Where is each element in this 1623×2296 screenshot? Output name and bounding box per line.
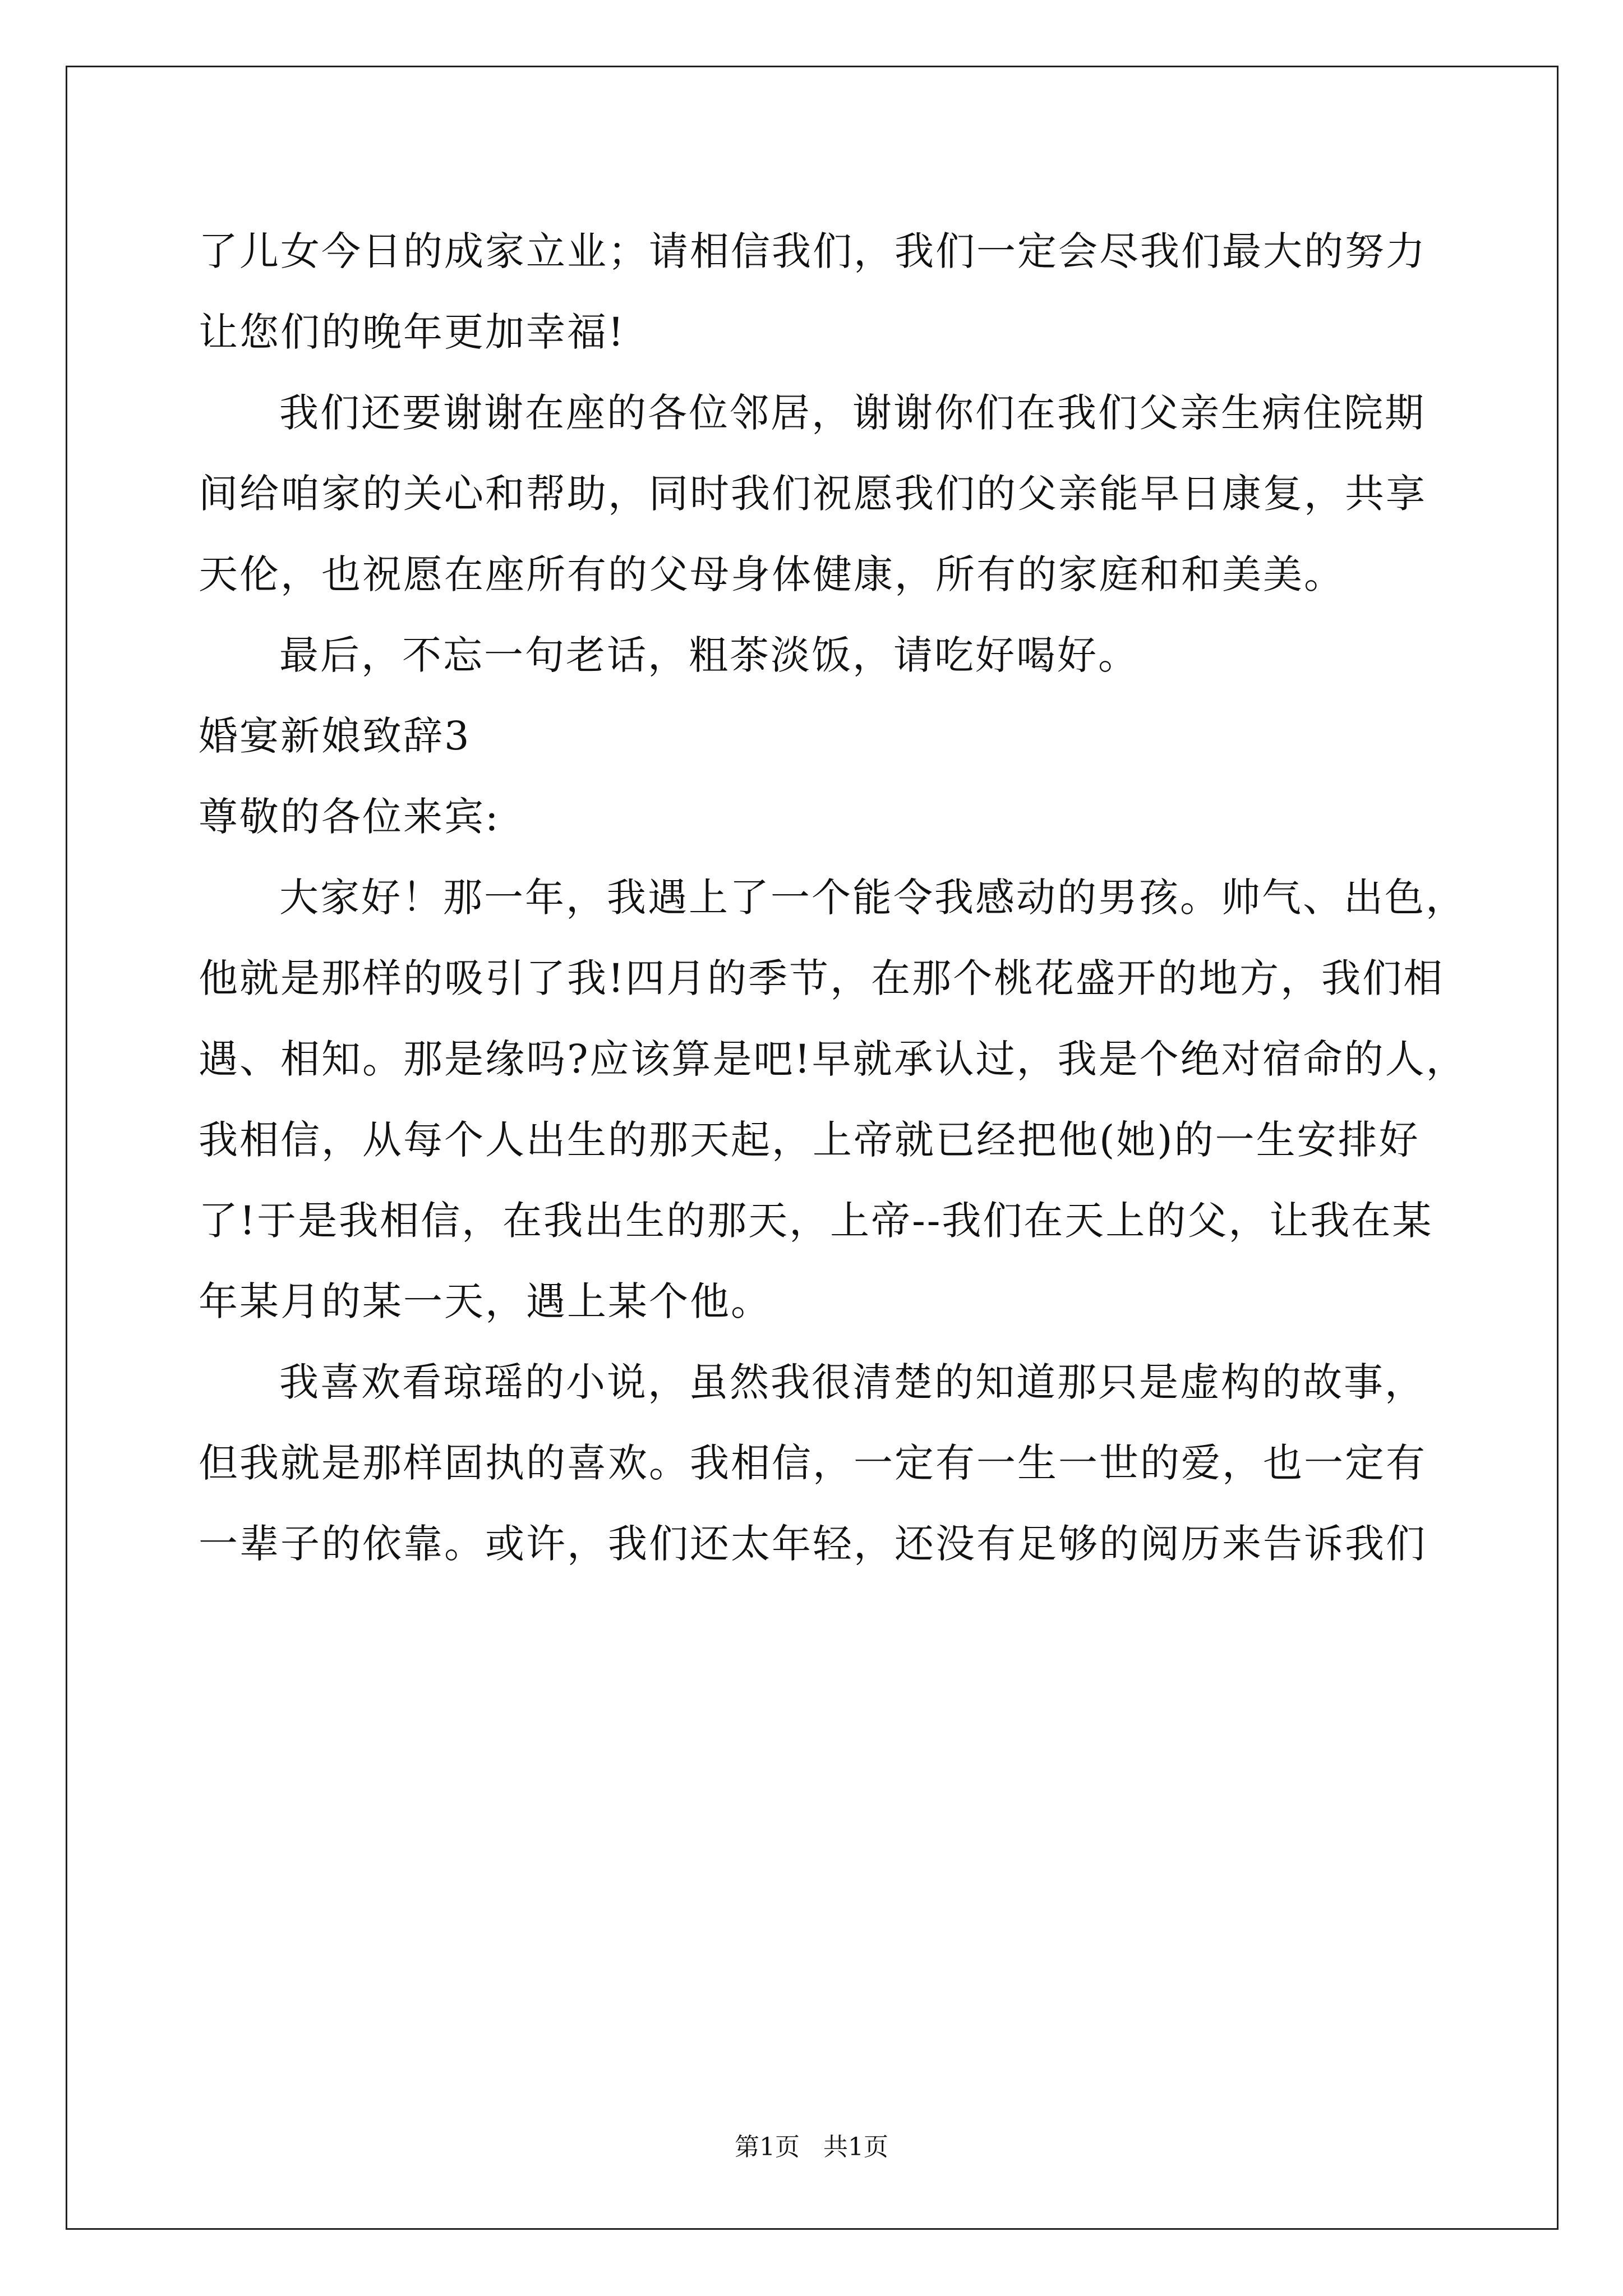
text-line: 他就是那样的吸引了我!四月的季节，在那个桃花盛开的地方，我们相	[199, 955, 1445, 1001]
text-line: 但我就是那样固执的喜欢。我相信，一定有一生一世的爱，也一定有	[199, 1440, 1427, 1486]
document-body	[199, 211, 1467, 1584]
paragraph-start-line: 我们还要谢谢在座的各位邻居，谢谢你们在我们父亲生病住院期	[279, 390, 1426, 436]
paragraph-start-line: 最后，不忘一句老话，粗茶淡饭，请吃好喝好。	[279, 632, 1139, 678]
text-line: 一辈子的依靠。或许，我们还太年轻，还没有足够的阅历来告诉我们	[199, 1521, 1427, 1567]
paragraph-start-line: 大家好！那一年，我遇上了一个能令我感动的男孩。帅气、出色，	[279, 875, 1467, 921]
section-heading: 婚宴新娘致辞3	[199, 713, 471, 759]
text-line: 让您们的晚年更加幸福!	[199, 309, 626, 355]
text-line: 我相信，从每个人出生的那天起，上帝就已经把他(她)的一生安排好	[199, 1117, 1420, 1163]
text-line: 间给咱家的关心和帮助，同时我们祝愿我们的父亲能早日康复，共享	[199, 471, 1427, 517]
text-line: 遇、相知。那是缘吗?应该算是吧!早就承认过，我是个绝对宿命的人，	[199, 1036, 1467, 1082]
text-line: 年某月的某一天，遇上某个他。	[199, 1278, 772, 1324]
text-line: 了!于是我相信，在我出生的那天，上帝--我们在天上的父，让我在某	[199, 1198, 1433, 1244]
page-footer: 第1页 共1页	[735, 2133, 888, 2161]
paragraph-start-line: 我喜欢看琼瑶的小说，虽然我很清楚的知道那只是虚构的故事，	[279, 1359, 1426, 1405]
text-line: 天伦，也祝愿在座所有的父母身体健康，所有的家庭和和美美。	[199, 551, 1345, 597]
salutation: 尊敬的各位来宾:	[199, 794, 500, 840]
text-line: 了儿女今日的成家立业；请相信我们，我们一定会尽我们最大的努力	[199, 228, 1427, 274]
